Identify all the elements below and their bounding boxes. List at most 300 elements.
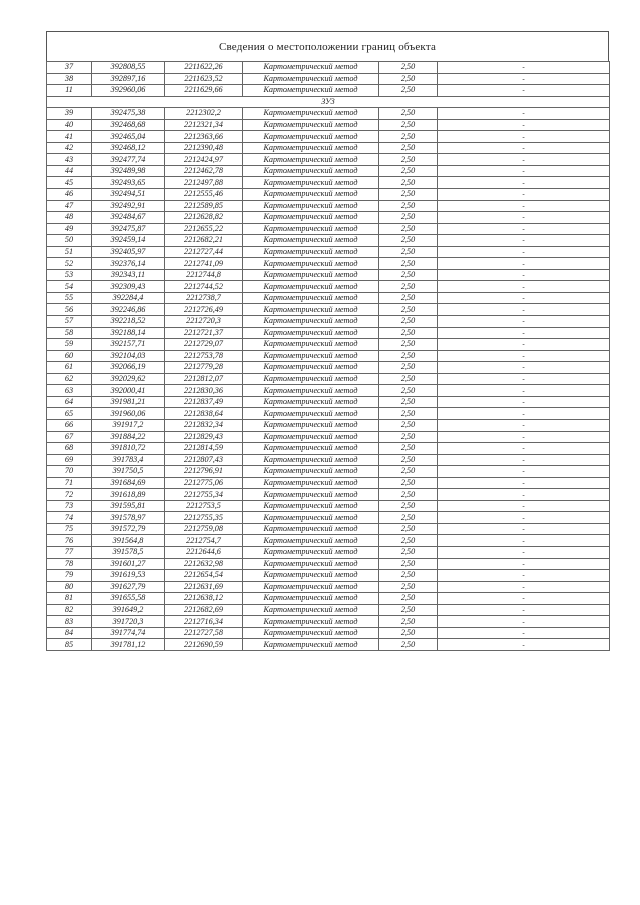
table-row — [47, 604, 610, 616]
table-row — [47, 235, 610, 247]
section-row — [47, 96, 610, 108]
description-cell: - — [438, 523, 610, 535]
point-number-cell: 66 — [47, 419, 92, 431]
description-cell: - — [438, 212, 610, 224]
description-cell: - — [438, 489, 610, 501]
description-cell: - — [438, 62, 610, 74]
point-number-cell: 69 — [47, 454, 92, 466]
table-row — [47, 546, 610, 558]
accuracy-cell: 2,50 — [379, 431, 438, 443]
y-coordinate-cell: 2212812,07 — [165, 373, 243, 385]
y-coordinate-cell: 2212832,34 — [165, 419, 243, 431]
table-row — [47, 212, 610, 224]
table-row — [47, 454, 610, 466]
table-row — [47, 223, 610, 235]
table-row — [47, 581, 610, 593]
coordinates-table — [46, 61, 610, 651]
description-cell: - — [438, 431, 610, 443]
y-coordinate-cell: 2212631,69 — [165, 581, 243, 593]
y-coordinate-cell: 2212744,52 — [165, 281, 243, 293]
table-row — [47, 73, 610, 85]
table-row — [47, 570, 610, 582]
table-row — [47, 477, 610, 489]
x-coordinate-cell: 392066,19 — [92, 362, 165, 374]
description-cell: - — [438, 396, 610, 408]
y-coordinate-cell: 2212655,22 — [165, 223, 243, 235]
description-cell: - — [438, 385, 610, 397]
table-row — [47, 62, 610, 74]
y-coordinate-cell: 2212302,2 — [165, 108, 243, 120]
accuracy-cell: 2,50 — [379, 489, 438, 501]
description-cell: - — [438, 500, 610, 512]
description-cell: - — [438, 177, 610, 189]
accuracy-cell: 2,50 — [379, 108, 438, 120]
y-coordinate-cell: 2212738,7 — [165, 292, 243, 304]
point-number-cell: 84 — [47, 627, 92, 639]
point-number-cell: 68 — [47, 443, 92, 455]
description-cell: - — [438, 223, 610, 235]
x-coordinate-cell: 392029,62 — [92, 373, 165, 385]
y-coordinate-cell: 2212716,34 — [165, 616, 243, 628]
description-cell: - — [438, 165, 610, 177]
y-coordinate-cell: 2212726,49 — [165, 304, 243, 316]
description-cell: - — [438, 558, 610, 570]
method-cell: Картометрический метод — [243, 419, 379, 431]
x-coordinate-cell: 392376,14 — [92, 258, 165, 270]
point-number-cell: 42 — [47, 142, 92, 154]
x-coordinate-cell: 391601,27 — [92, 558, 165, 570]
point-number-cell: 39 — [47, 108, 92, 120]
table-row — [47, 431, 610, 443]
table-row — [47, 639, 610, 651]
point-number-cell: 83 — [47, 616, 92, 628]
x-coordinate-cell: 392459,14 — [92, 235, 165, 247]
method-cell: Картометрический метод — [243, 269, 379, 281]
accuracy-cell: 2,50 — [379, 339, 438, 351]
section-label: ЗУ3 — [47, 96, 610, 108]
y-coordinate-cell: 2212837,49 — [165, 396, 243, 408]
accuracy-cell: 2,50 — [379, 212, 438, 224]
y-coordinate-cell: 2212690,59 — [165, 639, 243, 651]
table-row — [47, 339, 610, 351]
accuracy-cell: 2,50 — [379, 292, 438, 304]
description-cell: - — [438, 419, 610, 431]
x-coordinate-cell: 391720,3 — [92, 616, 165, 628]
y-coordinate-cell: 2212638,12 — [165, 593, 243, 605]
y-coordinate-cell: 2211623,52 — [165, 73, 243, 85]
point-number-cell: 82 — [47, 604, 92, 616]
description-cell: - — [438, 339, 610, 351]
x-coordinate-cell: 392218,52 — [92, 316, 165, 328]
description-cell: - — [438, 327, 610, 339]
accuracy-cell: 2,50 — [379, 73, 438, 85]
method-cell: Картометрический метод — [243, 512, 379, 524]
x-coordinate-cell: 391810,72 — [92, 443, 165, 455]
accuracy-cell: 2,50 — [379, 396, 438, 408]
x-coordinate-cell: 392475,87 — [92, 223, 165, 235]
point-number-cell: 71 — [47, 477, 92, 489]
point-number-cell: 76 — [47, 535, 92, 547]
method-cell: Картометрический метод — [243, 119, 379, 131]
method-cell: Картометрический метод — [243, 477, 379, 489]
table-row — [47, 258, 610, 270]
method-cell: Картометрический метод — [243, 466, 379, 478]
description-cell: - — [438, 292, 610, 304]
description-cell: - — [438, 627, 610, 639]
point-number-cell: 37 — [47, 62, 92, 74]
method-cell: Картометрический метод — [243, 246, 379, 258]
accuracy-cell: 2,50 — [379, 189, 438, 201]
method-cell: Картометрический метод — [243, 235, 379, 247]
table-row — [47, 189, 610, 201]
x-coordinate-cell: 392494,51 — [92, 189, 165, 201]
y-coordinate-cell: 2212654,54 — [165, 570, 243, 582]
y-coordinate-cell: 2212555,46 — [165, 189, 243, 201]
point-number-cell: 41 — [47, 131, 92, 143]
y-coordinate-cell: 2212829,43 — [165, 431, 243, 443]
method-cell: Картометрический метод — [243, 570, 379, 582]
point-number-cell: 59 — [47, 339, 92, 351]
table-row — [47, 304, 610, 316]
point-number-cell: 51 — [47, 246, 92, 258]
accuracy-cell: 2,50 — [379, 327, 438, 339]
point-number-cell: 44 — [47, 165, 92, 177]
description-cell: - — [438, 362, 610, 374]
x-coordinate-cell: 392405,97 — [92, 246, 165, 258]
method-cell: Картометрический метод — [243, 362, 379, 374]
method-cell: Картометрический метод — [243, 165, 379, 177]
y-coordinate-cell: 2212497,88 — [165, 177, 243, 189]
method-cell: Картометрический метод — [243, 489, 379, 501]
table-row — [47, 350, 610, 362]
method-cell: Картометрический метод — [243, 142, 379, 154]
method-cell: Картометрический метод — [243, 535, 379, 547]
accuracy-cell: 2,50 — [379, 512, 438, 524]
accuracy-cell: 2,50 — [379, 350, 438, 362]
point-number-cell: 78 — [47, 558, 92, 570]
x-coordinate-cell: 391618,89 — [92, 489, 165, 501]
x-coordinate-cell: 392104,03 — [92, 350, 165, 362]
description-cell: - — [438, 85, 610, 97]
y-coordinate-cell: 2212830,36 — [165, 385, 243, 397]
method-cell: Картометрический метод — [243, 396, 379, 408]
description-cell: - — [438, 512, 610, 524]
method-cell: Картометрический метод — [243, 581, 379, 593]
y-coordinate-cell: 2212755,35 — [165, 512, 243, 524]
point-number-cell: 62 — [47, 373, 92, 385]
method-cell: Картометрический метод — [243, 316, 379, 328]
point-number-cell: 45 — [47, 177, 92, 189]
x-coordinate-cell: 391578,97 — [92, 512, 165, 524]
description-cell: - — [438, 639, 610, 651]
method-cell: Картометрический метод — [243, 281, 379, 293]
table-row — [47, 269, 610, 281]
accuracy-cell: 2,50 — [379, 246, 438, 258]
table-row — [47, 500, 610, 512]
x-coordinate-cell: 392188,14 — [92, 327, 165, 339]
accuracy-cell: 2,50 — [379, 627, 438, 639]
accuracy-cell: 2,50 — [379, 373, 438, 385]
x-coordinate-cell: 392468,12 — [92, 142, 165, 154]
point-number-cell: 65 — [47, 408, 92, 420]
y-coordinate-cell: 2212729,07 — [165, 339, 243, 351]
y-coordinate-cell: 2212755,34 — [165, 489, 243, 501]
accuracy-cell: 2,50 — [379, 443, 438, 455]
method-cell: Картометрический метод — [243, 639, 379, 651]
table-row — [47, 419, 610, 431]
table-row — [47, 512, 610, 524]
description-cell: - — [438, 581, 610, 593]
point-number-cell: 46 — [47, 189, 92, 201]
description-cell: - — [438, 269, 610, 281]
point-number-cell: 52 — [47, 258, 92, 270]
table-row — [47, 165, 610, 177]
point-number-cell: 73 — [47, 500, 92, 512]
table-row — [47, 200, 610, 212]
method-cell: Картометрический метод — [243, 627, 379, 639]
description-cell: - — [438, 73, 610, 85]
y-coordinate-cell: 2212759,08 — [165, 523, 243, 535]
method-cell: Картометрический метод — [243, 604, 379, 616]
x-coordinate-cell: 392897,16 — [92, 73, 165, 85]
point-number-cell: 63 — [47, 385, 92, 397]
method-cell: Картометрический метод — [243, 523, 379, 535]
point-number-cell: 64 — [47, 396, 92, 408]
y-coordinate-cell: 2211622,26 — [165, 62, 243, 74]
method-cell: Картометрический метод — [243, 73, 379, 85]
x-coordinate-cell: 391619,53 — [92, 570, 165, 582]
description-cell: - — [438, 246, 610, 258]
y-coordinate-cell: 2212632,98 — [165, 558, 243, 570]
accuracy-cell: 2,50 — [379, 546, 438, 558]
point-number-cell: 85 — [47, 639, 92, 651]
y-coordinate-cell: 2212741,09 — [165, 258, 243, 270]
y-coordinate-cell: 2212682,69 — [165, 604, 243, 616]
x-coordinate-cell: 392484,67 — [92, 212, 165, 224]
accuracy-cell: 2,50 — [379, 616, 438, 628]
table-row — [47, 523, 610, 535]
accuracy-cell: 2,50 — [379, 466, 438, 478]
point-number-cell: 55 — [47, 292, 92, 304]
x-coordinate-cell: 391578,5 — [92, 546, 165, 558]
table-row — [47, 281, 610, 293]
method-cell: Картометрический метод — [243, 593, 379, 605]
y-coordinate-cell: 2212807,43 — [165, 454, 243, 466]
x-coordinate-cell: 391627,79 — [92, 581, 165, 593]
description-cell: - — [438, 131, 610, 143]
y-coordinate-cell: 2212838,64 — [165, 408, 243, 420]
method-cell: Картометрический метод — [243, 373, 379, 385]
method-cell: Картометрический метод — [243, 292, 379, 304]
point-number-cell: 40 — [47, 119, 92, 131]
table-row — [47, 593, 610, 605]
y-coordinate-cell: 2212321,34 — [165, 119, 243, 131]
y-coordinate-cell: 2212744,8 — [165, 269, 243, 281]
x-coordinate-cell: 392309,43 — [92, 281, 165, 293]
description-cell: - — [438, 189, 610, 201]
description-cell: - — [438, 350, 610, 362]
accuracy-cell: 2,50 — [379, 408, 438, 420]
point-number-cell: 57 — [47, 316, 92, 328]
y-coordinate-cell: 2212753,5 — [165, 500, 243, 512]
table-row — [47, 154, 610, 166]
accuracy-cell: 2,50 — [379, 500, 438, 512]
description-cell: - — [438, 546, 610, 558]
accuracy-cell: 2,50 — [379, 119, 438, 131]
point-number-cell: 80 — [47, 581, 92, 593]
accuracy-cell: 2,50 — [379, 639, 438, 651]
accuracy-cell: 2,50 — [379, 604, 438, 616]
method-cell: Картометрический метод — [243, 177, 379, 189]
accuracy-cell: 2,50 — [379, 142, 438, 154]
method-cell: Картометрический метод — [243, 212, 379, 224]
description-cell: - — [438, 570, 610, 582]
table-row — [47, 177, 610, 189]
table-row — [47, 535, 610, 547]
method-cell: Картометрический метод — [243, 385, 379, 397]
point-number-cell: 75 — [47, 523, 92, 535]
method-cell: Картометрический метод — [243, 454, 379, 466]
y-coordinate-cell: 2212424,97 — [165, 154, 243, 166]
method-cell: Картометрический метод — [243, 131, 379, 143]
x-coordinate-cell: 392489,98 — [92, 165, 165, 177]
x-coordinate-cell: 392493,65 — [92, 177, 165, 189]
table-row — [47, 327, 610, 339]
description-cell: - — [438, 200, 610, 212]
x-coordinate-cell: 391564,8 — [92, 535, 165, 547]
y-coordinate-cell: 2212814,59 — [165, 443, 243, 455]
x-coordinate-cell: 391917,2 — [92, 419, 165, 431]
x-coordinate-cell: 392000,41 — [92, 385, 165, 397]
x-coordinate-cell: 391649,2 — [92, 604, 165, 616]
description-cell: - — [438, 443, 610, 455]
x-coordinate-cell: 391595,81 — [92, 500, 165, 512]
accuracy-cell: 2,50 — [379, 177, 438, 189]
accuracy-cell: 2,50 — [379, 258, 438, 270]
x-coordinate-cell: 391960,06 — [92, 408, 165, 420]
y-coordinate-cell: 2212363,66 — [165, 131, 243, 143]
method-cell: Картометрический метод — [243, 189, 379, 201]
y-coordinate-cell: 2212754,7 — [165, 535, 243, 547]
point-number-cell: 38 — [47, 73, 92, 85]
x-coordinate-cell: 391750,5 — [92, 466, 165, 478]
table-row — [47, 396, 610, 408]
x-coordinate-cell: 391684,69 — [92, 477, 165, 489]
x-coordinate-cell: 391783,4 — [92, 454, 165, 466]
description-cell: - — [438, 604, 610, 616]
description-cell: - — [438, 373, 610, 385]
point-number-cell: 58 — [47, 327, 92, 339]
description-cell: - — [438, 108, 610, 120]
table-row — [47, 385, 610, 397]
description-cell: - — [438, 454, 610, 466]
accuracy-cell: 2,50 — [379, 316, 438, 328]
point-number-cell: 79 — [47, 570, 92, 582]
method-cell: Картометрический метод — [243, 350, 379, 362]
y-coordinate-cell: 2212720,3 — [165, 316, 243, 328]
description-cell: - — [438, 281, 610, 293]
y-coordinate-cell: 2212644,6 — [165, 546, 243, 558]
table-row — [47, 466, 610, 478]
point-number-cell: 67 — [47, 431, 92, 443]
method-cell: Картометрический метод — [243, 223, 379, 235]
method-cell: Картометрический метод — [243, 616, 379, 628]
table-row — [47, 362, 610, 374]
table-row — [47, 108, 610, 120]
description-cell: - — [438, 258, 610, 270]
accuracy-cell: 2,50 — [379, 454, 438, 466]
point-number-cell: 11 — [47, 85, 92, 97]
x-coordinate-cell: 392465,04 — [92, 131, 165, 143]
accuracy-cell: 2,50 — [379, 62, 438, 74]
method-cell: Картометрический метод — [243, 200, 379, 212]
point-number-cell: 74 — [47, 512, 92, 524]
description-cell: - — [438, 304, 610, 316]
accuracy-cell: 2,50 — [379, 223, 438, 235]
method-cell: Картометрический метод — [243, 546, 379, 558]
method-cell: Картометрический метод — [243, 339, 379, 351]
table-row — [47, 85, 610, 97]
y-coordinate-cell: 2212727,58 — [165, 627, 243, 639]
accuracy-cell: 2,50 — [379, 85, 438, 97]
description-cell: - — [438, 119, 610, 131]
description-cell: - — [438, 477, 610, 489]
method-cell: Картометрический метод — [243, 558, 379, 570]
point-number-cell: 72 — [47, 489, 92, 501]
description-cell: - — [438, 316, 610, 328]
method-cell: Картометрический метод — [243, 258, 379, 270]
y-coordinate-cell: 2212390,48 — [165, 142, 243, 154]
point-number-cell: 56 — [47, 304, 92, 316]
description-cell: - — [438, 535, 610, 547]
x-coordinate-cell: 391884,22 — [92, 431, 165, 443]
table-row — [47, 142, 610, 154]
method-cell: Картометрический метод — [243, 85, 379, 97]
accuracy-cell: 2,50 — [379, 593, 438, 605]
point-number-cell: 49 — [47, 223, 92, 235]
x-coordinate-cell: 392808,55 — [92, 62, 165, 74]
accuracy-cell: 2,50 — [379, 281, 438, 293]
table-row — [47, 558, 610, 570]
y-coordinate-cell: 2212462,78 — [165, 165, 243, 177]
accuracy-cell: 2,50 — [379, 304, 438, 316]
description-cell: - — [438, 154, 610, 166]
x-coordinate-cell: 392157,71 — [92, 339, 165, 351]
point-number-cell: 50 — [47, 235, 92, 247]
y-coordinate-cell: 2212753,78 — [165, 350, 243, 362]
point-number-cell: 77 — [47, 546, 92, 558]
method-cell: Картометрический метод — [243, 327, 379, 339]
point-number-cell: 81 — [47, 593, 92, 605]
point-number-cell: 60 — [47, 350, 92, 362]
point-number-cell: 70 — [47, 466, 92, 478]
method-cell: Картометрический метод — [243, 408, 379, 420]
point-number-cell: 47 — [47, 200, 92, 212]
table-row — [47, 616, 610, 628]
x-coordinate-cell: 392246,86 — [92, 304, 165, 316]
y-coordinate-cell: 2212779,28 — [165, 362, 243, 374]
x-coordinate-cell: 392960,06 — [92, 85, 165, 97]
description-cell: - — [438, 616, 610, 628]
point-number-cell: 54 — [47, 281, 92, 293]
y-coordinate-cell: 2212775,06 — [165, 477, 243, 489]
accuracy-cell: 2,50 — [379, 165, 438, 177]
table-row — [47, 443, 610, 455]
x-coordinate-cell: 392343,11 — [92, 269, 165, 281]
x-coordinate-cell: 392468,68 — [92, 119, 165, 131]
point-number-cell: 53 — [47, 269, 92, 281]
y-coordinate-cell: 2212682,21 — [165, 235, 243, 247]
